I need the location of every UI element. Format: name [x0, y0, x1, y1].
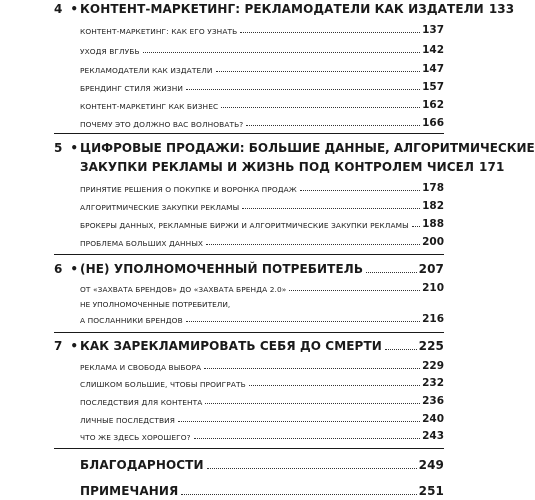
section-title: ПРИНЯТИЕ РЕШЕНИЯ О ПОКУПКЕ И ВОРОНКА ПРОДАЖ: [80, 185, 297, 194]
section-entry[interactable]: [80, 377, 444, 389]
bullet: •: [70, 262, 79, 276]
section-title: А ПОСЛАННИКИ БРЕНДОВ: [80, 316, 183, 325]
page-number: 142: [422, 44, 444, 56]
section-title: РЕКЛАМА И СВОБОДА ВЫБОРА: [80, 363, 202, 372]
dot-leader: [240, 32, 420, 33]
page-number: 157: [422, 81, 444, 93]
page-number: 182: [422, 200, 444, 212]
dot-leader: [412, 226, 420, 227]
notes-entry[interactable]: [80, 484, 444, 498]
notes-title: ПРИМЕЧАНИЯ: [80, 484, 179, 498]
dot-leader: [249, 385, 420, 386]
section-title: БРЕНДИНГ СТИЛЯ ЖИЗНИ: [80, 84, 184, 93]
page-number: 229: [422, 360, 444, 372]
page-number: 200: [422, 236, 444, 248]
dot-leader: [143, 52, 420, 53]
dot-leader: [366, 272, 417, 273]
bullet: •: [70, 339, 79, 353]
chapter-4-number: [54, 2, 79, 16]
chapter-number: 5: [54, 141, 63, 155]
page-number: 178: [422, 182, 444, 194]
section-entry[interactable]: [80, 182, 444, 194]
chapter-title: КАК ЗАРЕКЛАМИРОВАТЬ СЕБЯ ДО СМЕРТИ: [80, 339, 382, 353]
page-number: 249: [418, 458, 444, 472]
dot-leader: [242, 208, 420, 209]
section-entry[interactable]: [80, 24, 444, 36]
dot-leader: [221, 107, 420, 108]
bullet: •: [70, 141, 79, 155]
chapter-6-number: [54, 262, 79, 276]
chapter-title: (НЕ) УПОЛНОМОЧЕННЫЙ ПОТРЕБИТЕЛЬ: [80, 262, 364, 276]
chapter-title: ЗАКУПКИ РЕКЛАМЫ И ЖИЗНЬ ПОД КОНТРОЛЕМ ЧИСЕЛ: [80, 160, 475, 174]
dot-leader: [205, 403, 420, 404]
page-number: 166: [422, 117, 444, 129]
section-title: УХОДЯ ВГЛУБЬ: [80, 47, 140, 56]
section-entry[interactable]: [80, 395, 444, 407]
dot-leader: [207, 468, 417, 469]
dot-leader: [178, 421, 420, 422]
section-title: ПРОБЛЕМА БОЛЬШИХ ДАННЫХ: [80, 239, 204, 248]
page-number: 240: [422, 413, 444, 425]
page-number: 171: [479, 160, 505, 174]
section-title: ЧТО ЖЕ ЗДЕСЬ ХОРОШЕГО?: [80, 433, 191, 442]
section-entry[interactable]: [80, 430, 444, 442]
section-title: БРОКЕРЫ ДАННЫХ, РЕКЛАМНЫЕ БИРЖИ И АЛГОРИТМИЧЕСКИЕ ЗАКУПКИ РЕКЛАМЫ: [80, 221, 409, 230]
chapter-5-entry[interactable]: [80, 160, 505, 174]
acknowledgements-title: БЛАГОДАРНОСТИ: [80, 458, 204, 472]
section-title: ЛИЧНЫЕ ПОСЛЕДСТВИЯ: [80, 416, 175, 425]
dot-leader: [385, 349, 417, 350]
page-number: 147: [422, 63, 444, 75]
dot-leader: [186, 321, 420, 322]
section-entry[interactable]: [80, 99, 444, 111]
section-entry[interactable]: [80, 218, 444, 230]
chapter-4-entry[interactable]: [80, 2, 515, 16]
bullet: •: [70, 2, 79, 16]
page-number: 251: [418, 484, 444, 498]
section-title: РЕКЛАМОДАТЕЛИ КАК ИЗДАТЕЛИ: [80, 66, 213, 75]
chapter-number: 6: [54, 262, 63, 276]
section-title: ПОСЛЕДСТВИЯ ДЛЯ КОНТЕНТА: [80, 398, 203, 407]
dot-leader: [289, 290, 420, 291]
section-entry[interactable]: [80, 44, 444, 56]
chapter-separator: [54, 332, 444, 333]
section-title: КОНТЕНТ-МАРКЕТИНГ КАК БИЗНЕС: [80, 102, 219, 111]
section-entry[interactable]: [80, 200, 444, 212]
section-entry[interactable]: [80, 282, 444, 294]
chapter-separator: [54, 133, 444, 134]
section-title: ОТ «ЗАХВАТА БРЕНДОВ» ДО «ЗАХВАТА БРЕНДА 2.0»: [80, 285, 287, 294]
dot-leader: [206, 244, 420, 245]
dot-leader: [300, 190, 420, 191]
dot-leader: [181, 494, 416, 495]
chapter-title: КОНТЕНТ-МАРКЕТИНГ: РЕКЛАМОДАТЕЛИ КАК ИЗДАТЕЛИ: [80, 2, 484, 16]
chapter-7-number: [54, 339, 79, 353]
section-entry[interactable]: [80, 63, 444, 75]
section-entry[interactable]: [80, 413, 444, 425]
section-entry[interactable]: [80, 313, 444, 325]
page-number: 137: [422, 24, 444, 36]
chapter-title-line-1[interactable]: ЦИФРОВЫЕ ПРОДАЖИ: БОЛЬШИЕ ДАННЫЕ, АЛГОРИТМИЧЕСКИЕ: [80, 141, 535, 155]
dot-leader: [246, 125, 420, 126]
dot-leader: [204, 368, 420, 369]
section-title: КОНТЕНТ-МАРКЕТИНГ: КАК ЕГО УЗНАТЬ: [80, 27, 238, 36]
acknowledgements-entry[interactable]: [80, 458, 444, 472]
section-entry[interactable]: [80, 236, 444, 248]
page-number: 216: [422, 313, 444, 325]
page-number: 236: [422, 395, 444, 407]
page-number: 232: [422, 377, 444, 389]
section-entry[interactable]: [80, 81, 444, 93]
chapter-6-entry[interactable]: [80, 262, 444, 276]
section-title: СЛИШКОМ БОЛЬШИЕ, ЧТОБЫ ПРОИГРАТЬ: [80, 380, 246, 389]
page-number: 207: [418, 262, 444, 276]
chapter-5-number: [54, 141, 79, 155]
page-number: 188: [422, 218, 444, 230]
section-title-line-1[interactable]: НЕ УПОЛНОМОЧЕННЫЕ ПОТРЕБИТЕЛИ,: [80, 300, 231, 309]
page-number: 133: [488, 2, 515, 16]
chapter-number: 4: [54, 2, 63, 16]
page-number: 243: [422, 430, 444, 442]
dot-leader: [194, 438, 420, 439]
section-title: АЛГОРИТМИЧЕСКИЕ ЗАКУПКИ РЕКЛАМЫ: [80, 203, 240, 212]
section-entry[interactable]: [80, 360, 444, 372]
chapter-separator: [54, 448, 444, 449]
section-entry[interactable]: [80, 117, 444, 129]
dot-leader: [216, 71, 421, 72]
page-number: 162: [422, 99, 444, 111]
chapter-7-entry[interactable]: [80, 339, 444, 353]
page-number: 225: [418, 339, 444, 353]
chapter-number: 7: [54, 339, 63, 353]
page-number: 210: [422, 282, 444, 294]
chapter-separator: [54, 254, 444, 255]
section-title: ПОЧЕМУ ЭТО ДОЛЖНО ВАС ВОЛНОВАТЬ?: [80, 120, 244, 129]
dot-leader: [186, 89, 420, 90]
